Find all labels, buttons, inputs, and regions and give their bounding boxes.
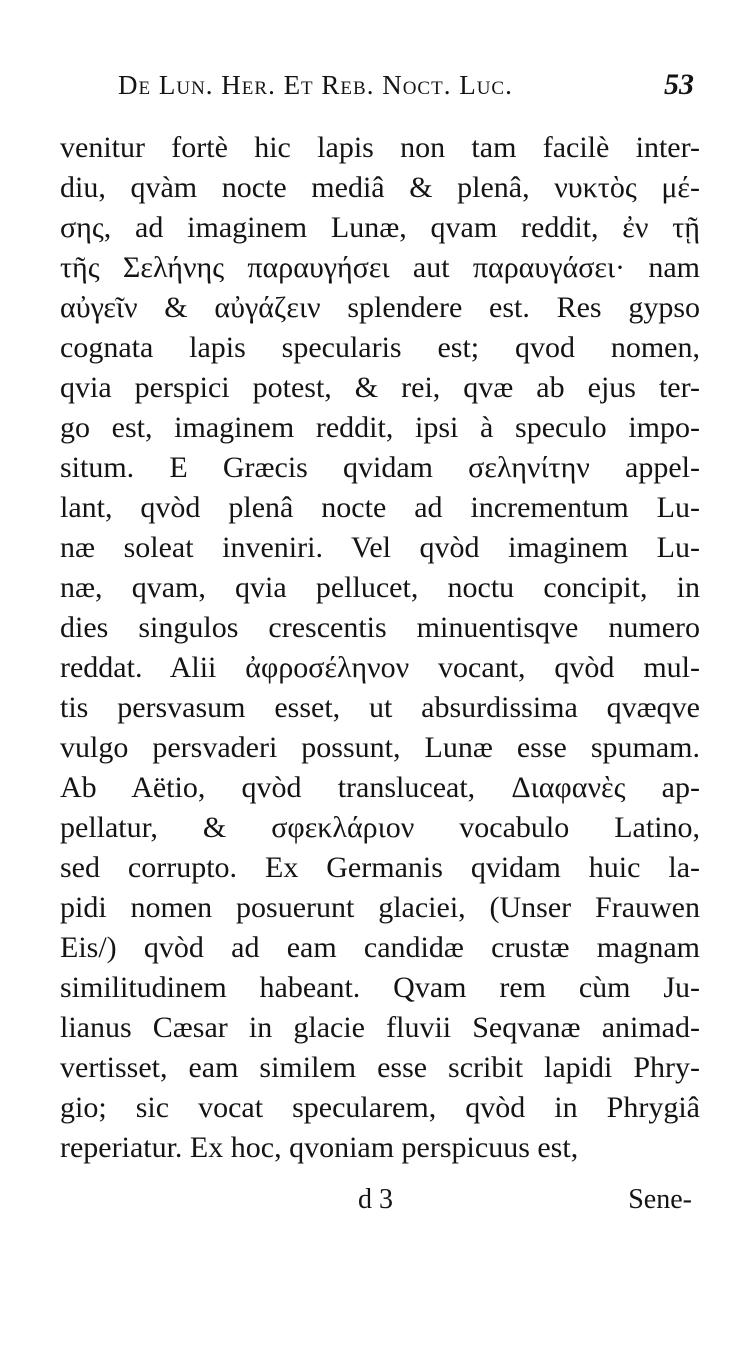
text-line: αὐγεῖν & αὐγάζειν splendere est. Res gypso xyxy=(60,291,700,324)
text-line: Eis/) qvòd ad eam candidæ crustæ magnam xyxy=(60,931,700,964)
text-line: τῆς Σελήνης παραυγήσει aut παραυγάσει· nam xyxy=(60,251,700,284)
running-title: De Lun. Her. Et Reb. Noct. Luc. xyxy=(118,70,513,100)
text-line: diu, qvàm nocte mediâ & plenâ, νυκτὸς μέ- xyxy=(60,171,700,204)
text-line: næ, qvam, qvia pellucet, noctu concipit, in xyxy=(60,571,700,604)
text-line: pidi nomen posuerunt glaciei, (Unser Frauwen xyxy=(60,891,700,924)
text-line: σης, ad imaginem Lunæ, qvam reddit, ἐν τῇ xyxy=(60,211,700,244)
page-number: 53 xyxy=(664,68,694,101)
text-line: Ab Aëtio, qvòd transluceat, Διαφανὲς ap- xyxy=(60,771,700,804)
text-line: reddat. Alii ἀφροσέληνον vocant, qvòd mul- xyxy=(60,651,700,684)
text-line: situm. E Græcis qvidam σεληνίτην appel- xyxy=(60,451,700,484)
text-line: venitur fortè hic lapis non tam facilè inter- xyxy=(60,131,700,164)
text-line: dies singulos crescentis minuentisqve numero xyxy=(60,611,700,644)
text-line: similitudinem habeant. Qvam rem cùm Ju- xyxy=(60,971,700,1004)
running-head xyxy=(60,68,700,108)
catchword: Sene- xyxy=(628,1184,692,1215)
text-line: cognata lapis specularis est; qvod nomen, xyxy=(60,331,700,364)
text-line: tis persvasum esset, ut absurdissima qvæqve xyxy=(60,691,700,724)
text-line: vertisset, eam similem esse scribit lapidi Phry- xyxy=(60,1051,700,1084)
body-text xyxy=(60,128,700,1168)
text-line: gio; sic vocat specularem, qvòd in Phrygiâ xyxy=(60,1091,700,1124)
text-line: qvia perspici potest, & rei, qvæ ab ejus ter- xyxy=(60,371,700,404)
text-line: sed corrupto. Ex Germanis qvidam huic la- xyxy=(60,851,700,884)
text-line: reperiatur. Ex hoc, qvoniam perspicuus est, xyxy=(60,1131,579,1164)
text-line: lant, qvòd plenâ nocte ad incrementum Lu- xyxy=(60,491,700,524)
page-footer xyxy=(60,1180,700,1220)
text-line: lianus Cæsar in glacie fluvii Seqvanæ animad- xyxy=(60,1011,700,1044)
text-line: vulgo persvaderi possunt, Lunæ esse spumam. xyxy=(60,731,700,764)
signature-mark: d 3 xyxy=(358,1184,393,1215)
text-line: næ soleat inveniri. Vel qvòd imaginem Lu- xyxy=(60,531,700,564)
text-line: go est, imaginem reddit, ipsi à speculo impo- xyxy=(60,411,700,444)
text-line: pellatur, & σφεκλάριον vocabulo Latino, xyxy=(60,811,700,844)
